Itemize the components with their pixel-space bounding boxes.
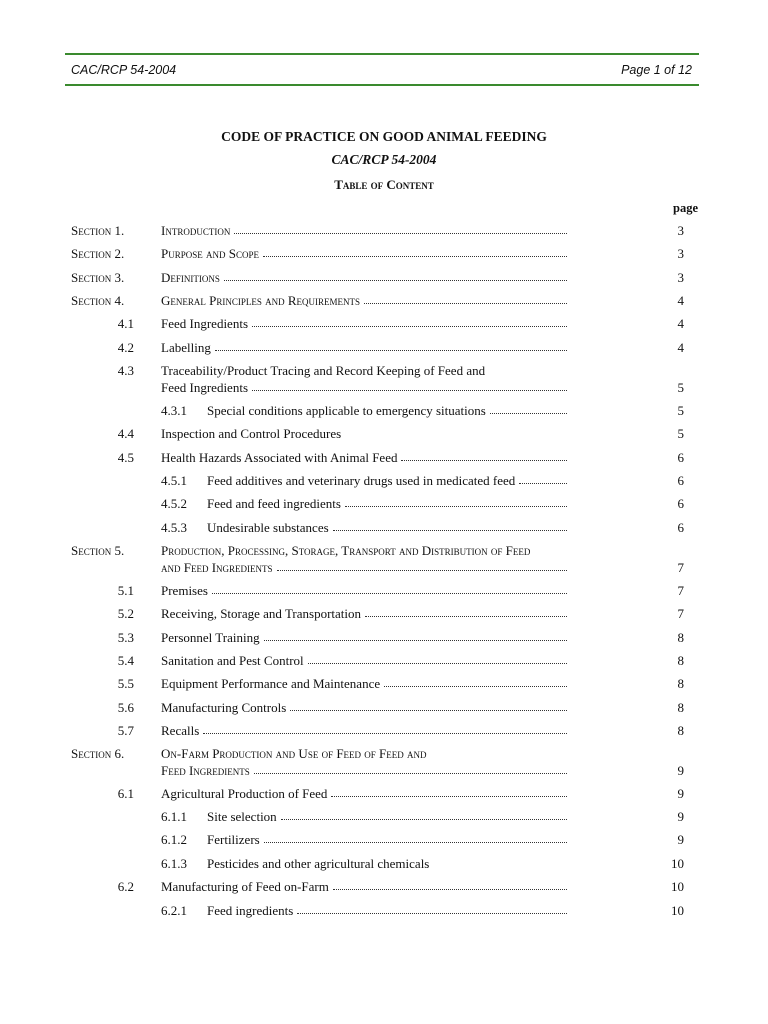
dot-leader	[263, 245, 567, 257]
dot-leader	[212, 582, 567, 594]
dot-leader	[290, 699, 567, 711]
toc-entry-title-line1: Production, Processing, Storage, Transport and Distribution of Feed	[161, 543, 531, 558]
toc-entry-title: Pesticides and other agricultural chemicals	[207, 856, 430, 871]
toc-entry-title: Personnel Training	[161, 630, 260, 645]
toc-row-6-1-1[interactable]	[0, 809, 768, 829]
toc-entry-title: Site selection	[207, 809, 277, 824]
toc-item-number: 4.3.1	[161, 403, 187, 418]
section-label: Section 6.	[71, 746, 125, 761]
toc-item-number: 6.2	[117, 879, 134, 894]
toc-row-5-5[interactable]	[0, 676, 768, 696]
dot-leader	[234, 222, 567, 234]
toc-row-section-2[interactable]	[0, 246, 768, 266]
document-code: CAC/RCP 54-2004	[331, 152, 437, 167]
toc-page-number: 10	[671, 903, 684, 918]
toc-item-number: 4.1	[117, 316, 134, 331]
toc-row-4-5[interactable]	[0, 450, 768, 470]
dot-leader	[519, 472, 567, 484]
toc-entry-title: Agricultural Production of Feed	[161, 786, 328, 801]
toc-row-4-1[interactable]	[0, 316, 768, 336]
toc-row-6-1-3[interactable]	[0, 856, 768, 876]
toc-item-number: 4.2	[117, 340, 134, 355]
dot-leader	[401, 449, 567, 461]
dot-leader	[264, 831, 567, 843]
toc-row-section-5[interactable]	[0, 543, 768, 581]
toc-page-number: 4	[677, 316, 684, 331]
section-label: Section 1.	[71, 223, 125, 238]
document-title: CODE OF PRACTICE ON GOOD ANIMAL FEEDING	[221, 129, 547, 144]
toc-page-number: 10	[671, 879, 684, 894]
toc-entry-title: Purpose and Scope	[161, 246, 259, 261]
toc-entry-title: Receiving, Storage and Transportation	[161, 606, 362, 621]
header-doc-code: CAC/RCP 54-2004	[71, 63, 177, 77]
toc-row-section-1[interactable]	[0, 223, 768, 243]
toc-item-number: 6.1.1	[161, 809, 187, 824]
dot-leader	[277, 559, 567, 571]
toc-row-4-3[interactable]	[0, 363, 768, 401]
toc-page-number: 3	[677, 223, 684, 238]
toc-row-5-3[interactable]	[0, 630, 768, 650]
toc-page-number: 6	[677, 450, 684, 465]
dot-leader	[365, 605, 567, 617]
toc-page-number: 9	[677, 809, 684, 824]
dot-leader	[252, 315, 567, 327]
toc-row-section-3[interactable]	[0, 270, 768, 290]
toc-page-number: 3	[677, 270, 684, 285]
toc-entry-title-line2: Feed Ingredients	[161, 763, 250, 778]
dot-leader	[281, 808, 567, 820]
toc-entry-title-line2: and Feed Ingredients	[161, 560, 273, 575]
dot-leader	[384, 675, 567, 687]
toc-row-section-4[interactable]	[0, 293, 768, 313]
toc-row-4-2[interactable]	[0, 340, 768, 360]
toc-heading: Table of Content	[334, 177, 434, 192]
toc-row-5-4[interactable]	[0, 653, 768, 673]
dot-leader	[203, 722, 567, 734]
toc-item-number: 6.1	[117, 786, 134, 801]
header-rule-top	[65, 53, 699, 55]
toc-page-number: 7	[677, 606, 684, 621]
toc-row-6-2[interactable]	[0, 879, 768, 899]
toc-page-number: 8	[677, 700, 684, 715]
toc-entry-title-line2: Feed Ingredients	[161, 380, 249, 395]
toc-page-number: 5	[677, 380, 684, 395]
toc-entry-title: Feed and feed ingredients	[207, 496, 341, 511]
toc-row-4-5-2[interactable]	[0, 496, 768, 516]
toc-page-number: 7	[677, 560, 684, 575]
toc-entry-title-line1: On-Farm Production and Use of Feed of Feed and	[161, 746, 427, 761]
toc-entry-title: Introduction	[161, 223, 231, 238]
toc-item-number: 4.5.3	[161, 520, 187, 535]
toc-entry-title: Feed ingredients	[207, 903, 294, 918]
toc-entry-title: Health Hazards Associated with Animal Feed	[161, 450, 398, 465]
dot-leader	[333, 519, 567, 531]
toc-entry-title: Sanitation and Pest Control	[161, 653, 304, 668]
toc-entry-title: Special conditions applicable to emergency situations	[207, 403, 486, 418]
toc-row-section-6[interactable]	[0, 746, 768, 784]
toc-page-number: 6	[677, 473, 684, 488]
toc-page-number: 9	[677, 832, 684, 847]
dot-leader	[215, 339, 567, 351]
toc-row-4-3-1[interactable]	[0, 403, 768, 423]
toc-entry-title: Undesirable substances	[207, 520, 329, 535]
dot-leader	[333, 878, 567, 890]
toc-row-6-1-2[interactable]	[0, 832, 768, 852]
toc-entry-title: Feed Ingredients	[161, 316, 249, 331]
section-label: Section 2.	[71, 246, 125, 261]
dot-leader	[264, 629, 567, 641]
dot-leader	[308, 652, 567, 664]
toc-entry-title: Equipment Performance and Maintenance	[161, 676, 381, 691]
toc-page-number: 6	[677, 520, 684, 535]
toc-page-number: 4	[677, 340, 684, 355]
toc-page-number: 4	[677, 293, 684, 308]
toc-row-5-2[interactable]	[0, 606, 768, 626]
toc-item-number: 5.7	[117, 723, 134, 738]
toc-row-5-7[interactable]	[0, 723, 768, 743]
toc-entry-title: Definitions	[161, 270, 220, 285]
dot-leader	[364, 292, 567, 304]
toc-row-4-5-3[interactable]	[0, 520, 768, 540]
toc-item-number: 4.4	[117, 426, 134, 441]
toc-entry-title: General Principles and Requirements	[161, 293, 361, 308]
toc-entry-title: Premises	[161, 583, 208, 598]
toc-item-number: 6.2.1	[161, 903, 187, 918]
toc-row-6-2-1[interactable]	[0, 903, 768, 923]
section-label: Section 5.	[71, 543, 125, 558]
toc-page-number: 5	[677, 426, 684, 441]
toc-page-number: 9	[677, 763, 684, 778]
toc-page-number: 8	[677, 653, 684, 668]
toc-item-number: 4.5	[117, 450, 134, 465]
toc-page-number: 5	[677, 403, 684, 418]
header-rule-bottom	[65, 84, 699, 86]
toc-page-number: 10	[671, 856, 684, 871]
toc-item-number: 5.1	[117, 583, 134, 598]
toc-entry-title: Recalls	[161, 723, 200, 738]
toc-item-number: 4.5.1	[161, 473, 187, 488]
toc-page-number: 8	[677, 630, 684, 645]
toc-item-number: 6.1.3	[161, 856, 187, 871]
toc-page-number: 3	[677, 246, 684, 261]
toc-page-number: 6	[677, 496, 684, 511]
dot-leader	[254, 762, 567, 774]
toc-item-number: 4.5.2	[161, 496, 187, 511]
toc-page-number: 8	[677, 723, 684, 738]
toc-item-number: 5.6	[117, 700, 134, 715]
toc-page-number: 7	[677, 583, 684, 598]
toc-row-4-5-1[interactable]	[0, 473, 768, 493]
dot-leader	[331, 785, 567, 797]
section-label: Section 3.	[71, 270, 125, 285]
toc-entry-title: Fertilizers	[207, 832, 260, 847]
header-page-number: Page 1 of 12	[621, 63, 692, 77]
toc-item-number: 5.3	[117, 630, 134, 645]
toc-entry-title-line1: Traceability/Product Tracing and Record Keeping of Feed and	[161, 363, 486, 378]
page-column-heading: page	[673, 201, 698, 215]
dot-leader	[224, 269, 567, 281]
toc-entry-title: Inspection and Control Procedures	[161, 426, 342, 441]
toc-item-number: 5.2	[117, 606, 134, 621]
toc-item-number: 4.3	[117, 363, 134, 378]
toc-page-number: 8	[677, 676, 684, 691]
toc-item-number: 5.5	[117, 676, 134, 691]
dot-leader	[345, 495, 567, 507]
toc-row-4-4[interactable]	[0, 426, 768, 446]
dot-leader	[297, 902, 567, 914]
toc-entry-title: Manufacturing Controls	[161, 700, 287, 715]
toc-item-number: 5.4	[117, 653, 134, 668]
toc-entry-title: Manufacturing of Feed on-Farm	[161, 879, 329, 894]
toc-row-5-1[interactable]	[0, 583, 768, 603]
toc-entry-title: Labelling	[161, 340, 211, 355]
section-label: Section 4.	[71, 293, 125, 308]
toc-item-number: 6.1.2	[161, 832, 187, 847]
toc-row-6-1[interactable]	[0, 786, 768, 806]
toc-page-number: 9	[677, 786, 684, 801]
toc-row-5-6[interactable]	[0, 700, 768, 720]
dot-leader	[252, 379, 567, 391]
toc-entry-title: Feed additives and veterinary drugs used in medicated feed	[207, 473, 516, 488]
dot-leader	[490, 402, 567, 414]
